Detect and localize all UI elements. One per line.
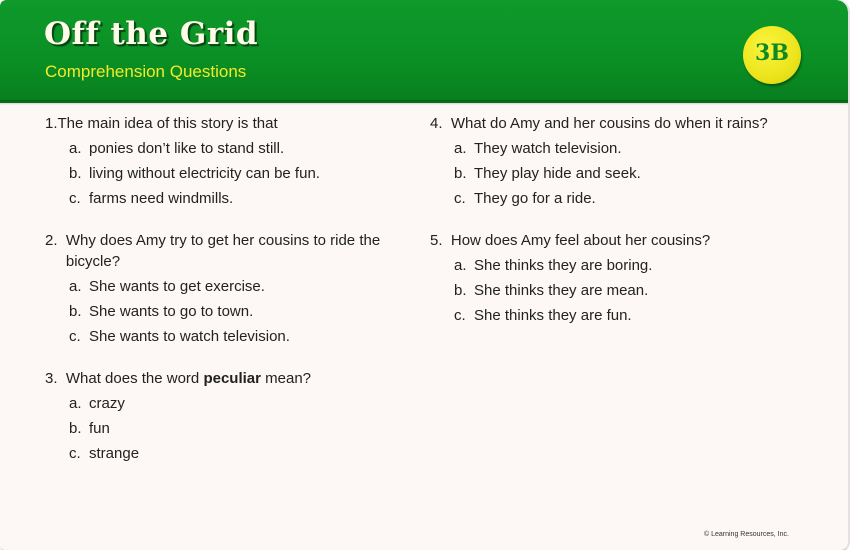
answer-option: [45, 443, 405, 468]
question-text-part: Why does Amy try to get her cousins to ride the bicycle?: [65, 232, 381, 270]
option-letter: c.: [69, 445, 81, 462]
answer-option: [45, 393, 405, 418]
answer-option: [45, 301, 405, 326]
option-text: They go for a ride.: [474, 190, 596, 207]
option-text: She thinks they are fun.: [474, 307, 632, 324]
left-question-column: [45, 113, 405, 485]
question-text-part: What does the word: [65, 370, 204, 387]
answer-option: [430, 138, 810, 163]
right-question-column: [430, 113, 810, 347]
question-text: [66, 230, 405, 272]
option-letter: a.: [454, 140, 467, 157]
option-letter: c.: [69, 190, 81, 207]
option-letter: b.: [69, 303, 82, 320]
option-letter: b.: [69, 420, 82, 437]
option-letter: a.: [69, 395, 82, 412]
option-text: She wants to get exercise.: [89, 278, 265, 295]
question-stem: [45, 230, 405, 272]
answer-option: [45, 188, 405, 213]
question-text-part: How does Amy feel about her cousins?: [450, 232, 711, 249]
header-banner: [0, 0, 848, 103]
option-text: They watch television.: [474, 140, 622, 157]
answer-options: [430, 138, 810, 213]
question-emphasis-word: peculiar: [203, 370, 261, 387]
answer-option: [45, 138, 405, 163]
question-item: [430, 230, 810, 330]
level-badge: 3B: [743, 26, 801, 84]
question-stem: [430, 230, 810, 251]
page-subtitle: Comprehension Questions: [45, 62, 247, 81]
question-text-part: The main idea of this story is that: [57, 115, 278, 132]
answer-options: [45, 276, 405, 351]
option-text: ponies don’t like to stand still.: [89, 140, 285, 157]
question-item: [45, 113, 405, 213]
question-stem: [45, 368, 405, 389]
question-text: [451, 113, 810, 134]
question-text-part: What do Amy and her cousins do when it rains?: [450, 115, 768, 132]
option-text: strange: [89, 445, 140, 462]
option-letter: a.: [69, 278, 82, 295]
question-stem: [45, 113, 405, 134]
page-title: Off the Grid: [44, 16, 259, 52]
option-text: fun: [89, 420, 110, 437]
option-text: They play hide and seek.: [474, 165, 641, 182]
page-edge: [0, 550, 850, 560]
option-letter: b.: [69, 165, 82, 182]
option-text: farms need windmills.: [89, 190, 234, 207]
option-text: She wants to go to town.: [89, 303, 254, 320]
question-text: [66, 368, 405, 389]
option-letter: a.: [69, 140, 82, 157]
question-item: [45, 230, 405, 351]
answer-option: [430, 255, 810, 280]
copyright-text: © Learning Resources, Inc.: [704, 531, 789, 538]
option-text: She wants to watch television.: [89, 328, 290, 345]
option-letter: b.: [454, 282, 467, 299]
question-item: [430, 113, 810, 213]
question-text: [451, 230, 810, 251]
question-number: 4.: [430, 115, 451, 132]
question-number: 1.: [45, 115, 58, 132]
option-letter: c.: [69, 328, 81, 345]
answer-option: [45, 418, 405, 443]
option-letter: c.: [454, 307, 466, 324]
option-letter: b.: [454, 165, 467, 182]
question-number: 3.: [45, 370, 66, 387]
question-text: [58, 113, 405, 134]
answer-option: [45, 163, 405, 188]
answer-option: [45, 276, 405, 301]
answer-option: [430, 163, 810, 188]
question-number: 2.: [45, 232, 66, 249]
question-stem: [430, 113, 810, 134]
answer-options: [430, 255, 810, 330]
option-letter: a.: [454, 257, 467, 274]
option-text: living without electricity can be fun.: [89, 165, 320, 182]
answer-option: [45, 326, 405, 351]
answer-options: [45, 138, 405, 213]
option-letter: c.: [454, 190, 466, 207]
option-text: She thinks they are mean.: [474, 282, 649, 299]
option-text: crazy: [89, 395, 125, 412]
question-text-part: mean?: [260, 370, 312, 387]
answer-option: [430, 305, 810, 330]
answer-option: [430, 188, 810, 213]
question-item: [45, 368, 405, 468]
question-number: 5.: [430, 232, 451, 249]
answer-option: [430, 280, 810, 305]
header-shadow: [0, 100, 848, 105]
option-text: She thinks they are boring.: [474, 257, 653, 274]
answer-options: [45, 393, 405, 468]
